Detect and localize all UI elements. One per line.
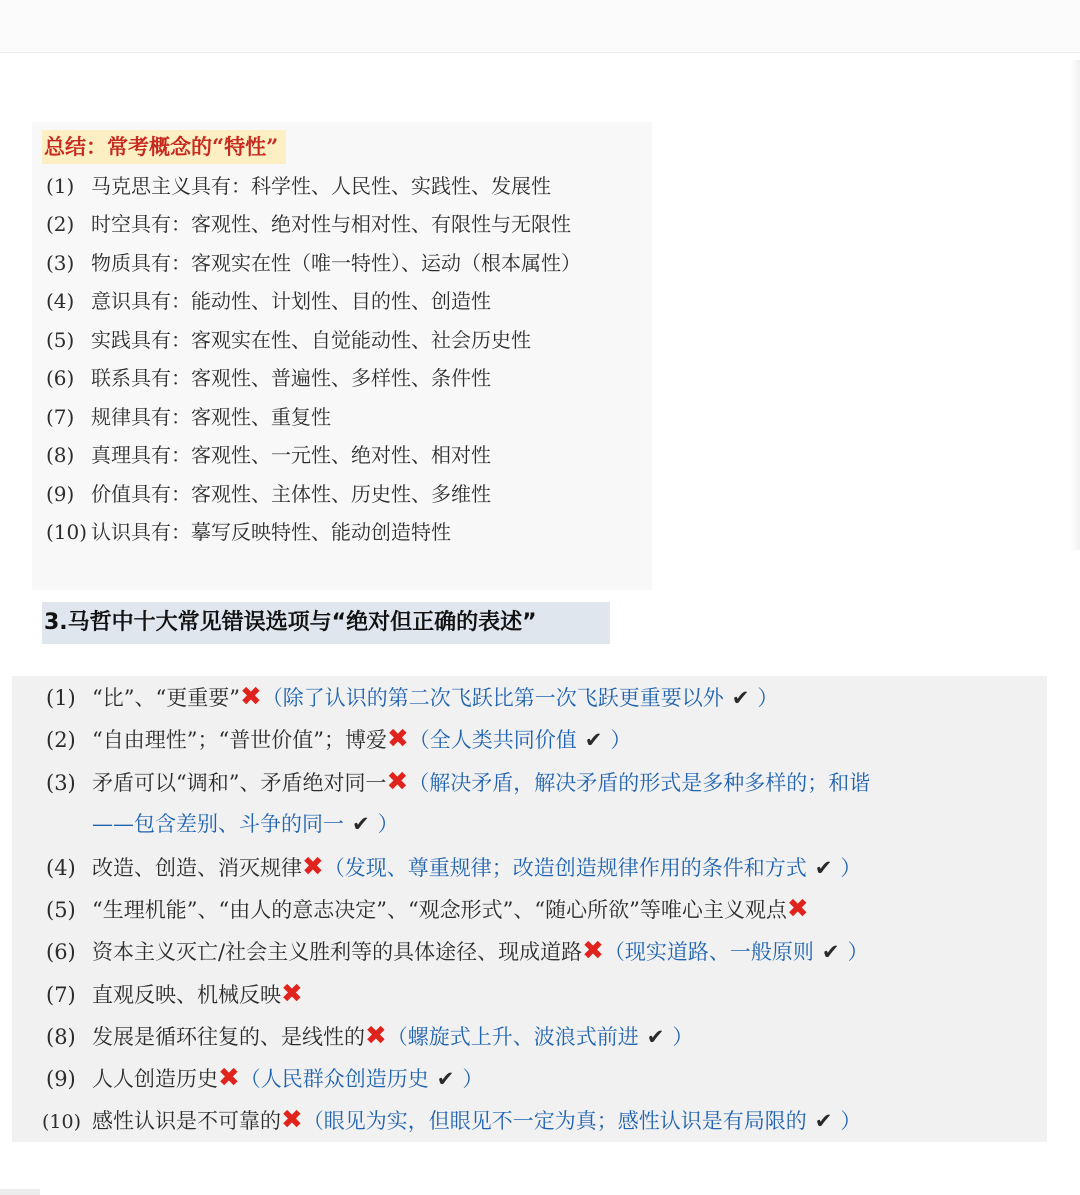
wrong-option: 改造、创造、消灭规律 xyxy=(92,856,302,880)
item-number: (3) xyxy=(46,771,76,795)
correct-statement-continued: ——包含差别、斗争的同一 xyxy=(92,812,344,836)
item-text: 时空具有：客观性、绝对性与相对性、有限性与无限性 xyxy=(91,212,571,236)
error-item-3-continued xyxy=(92,805,399,843)
error-item-8 xyxy=(46,1017,693,1055)
summary-item-2 xyxy=(46,208,571,240)
wrong-option: 人人创造历史 xyxy=(92,1067,218,1091)
item-number: (5) xyxy=(46,898,76,922)
close-paren: ） xyxy=(847,940,869,964)
item-number: (10) xyxy=(42,1111,82,1133)
wrong-option: “比”、“更重要” xyxy=(92,686,240,710)
item-number: (9) xyxy=(46,482,75,506)
cross-icon: ✖ xyxy=(281,979,303,1009)
close-paren: ） xyxy=(840,856,862,880)
summary-item-3 xyxy=(46,247,581,279)
page-edge-shadow xyxy=(1070,60,1080,550)
cross-icon: ✖ xyxy=(365,1021,387,1051)
wrong-option: 矛盾可以“调和”、矛盾绝对同一 xyxy=(92,771,387,795)
cross-icon: ✖ xyxy=(281,1105,303,1135)
correct-statement: （眼见为实，但眼见不一定为真；感性认识是有局限的 xyxy=(302,1109,807,1133)
item-number: (7) xyxy=(46,983,76,1007)
close-paren: ） xyxy=(757,686,779,710)
wrong-option: 直观反映、机械反映 xyxy=(92,983,281,1007)
wrong-option: 发展是循环往复的、是线性的 xyxy=(92,1025,365,1049)
correct-statement: （人民群众创造历史 xyxy=(239,1067,429,1091)
check-icon: ✔ xyxy=(821,940,840,964)
item-number: (5) xyxy=(46,328,75,352)
correct-statement: （全人类共同价值 xyxy=(408,728,577,752)
summary-title: 总结：常考概念的“特性” xyxy=(42,130,286,164)
close-paren: ） xyxy=(377,812,399,836)
error-item-3 xyxy=(46,763,870,801)
summary-item-6 xyxy=(46,362,491,394)
item-text: 真理具有：客观性、一元性、绝对性、相对性 xyxy=(91,443,491,467)
cross-icon: ✖ xyxy=(786,894,809,924)
item-number: (7) xyxy=(46,405,75,429)
item-number: (3) xyxy=(46,251,75,275)
top-bar xyxy=(0,0,1080,53)
wrong-option: 资本主义灭亡/社会主义胜利等的具体途径、现成道路 xyxy=(92,940,583,964)
item-number: (1) xyxy=(46,686,76,710)
error-item-4 xyxy=(46,848,861,886)
cross-icon: ✖ xyxy=(386,724,409,754)
section-title: 3.马哲中十大常见错误选项与“绝对但正确的表述” xyxy=(42,602,610,644)
close-paren: ） xyxy=(462,1067,484,1091)
error-item-10 xyxy=(42,1101,862,1139)
item-number: (8) xyxy=(46,1025,76,1049)
item-number: (8) xyxy=(46,443,75,467)
error-item-9 xyxy=(46,1059,483,1097)
item-text: 马克思主义具有：科学性、人民性、实践性、发展性 xyxy=(91,174,551,198)
cross-icon: ✖ xyxy=(302,852,324,882)
item-number: (6) xyxy=(46,366,75,390)
item-number: (9) xyxy=(46,1067,76,1091)
check-icon: ✔ xyxy=(584,728,603,752)
item-number: (6) xyxy=(46,940,76,964)
wrong-option: “生理机能”、“由人的意志决定”、“观念形式”、“随心所欲”等唯心主义观点 xyxy=(92,898,787,922)
item-text: 规律具有：客观性、重复性 xyxy=(91,405,331,429)
check-icon: ✔ xyxy=(814,1109,833,1133)
item-text: 物质具有：客观实在性（唯一特性）、运动（根本属性） xyxy=(91,251,581,275)
item-number: (4) xyxy=(46,289,75,313)
page-corner xyxy=(0,1189,40,1195)
summary-item-5 xyxy=(46,324,531,356)
summary-item-8 xyxy=(46,439,491,471)
summary-item-4 xyxy=(46,285,491,317)
cross-icon: ✖ xyxy=(582,936,604,966)
summary-item-1 xyxy=(46,170,551,202)
error-item-6 xyxy=(46,932,868,970)
correct-statement: （解决矛盾，解决矛盾的形式是多种多样的；和谐 xyxy=(408,771,871,795)
error-item-1 xyxy=(46,678,778,716)
item-text: 认识具有：摹写反映特性、能动创造特性 xyxy=(91,520,451,544)
check-icon: ✔ xyxy=(731,686,750,710)
summary-item-9 xyxy=(46,478,491,510)
correct-statement: （除了认识的第二次飞跃比第一次飞跃更重要以外 xyxy=(261,686,724,710)
correct-statement: （螺旋式上升、波浪式前进 xyxy=(386,1025,639,1049)
cross-icon: ✖ xyxy=(218,1063,240,1093)
item-text: 价值具有：客观性、主体性、历史性、多维性 xyxy=(91,482,491,506)
check-icon: ✔ xyxy=(646,1025,665,1049)
close-paren: ） xyxy=(672,1025,694,1049)
item-number: (1) xyxy=(46,174,75,198)
check-icon: ✔ xyxy=(436,1067,455,1091)
error-item-7 xyxy=(46,975,303,1013)
item-text: 意识具有：能动性、计划性、目的性、创造性 xyxy=(91,289,491,313)
error-item-5 xyxy=(46,890,809,928)
error-item-2 xyxy=(46,720,631,758)
close-paren: ） xyxy=(840,1109,862,1133)
check-icon: ✔ xyxy=(814,856,833,880)
close-paren: ） xyxy=(610,728,632,752)
item-number: (4) xyxy=(46,856,76,880)
summary-item-7 xyxy=(46,401,331,433)
summary-item-10 xyxy=(46,516,451,548)
cross-icon: ✖ xyxy=(239,682,262,712)
cross-icon: ✖ xyxy=(386,767,409,797)
item-number: (10) xyxy=(46,520,88,544)
item-number: (2) xyxy=(46,728,76,752)
item-text: 联系具有：客观性、普遍性、多样性、条件性 xyxy=(91,366,491,390)
correct-statement: （发现、尊重规律；改造创造规律作用的条件和方式 xyxy=(323,856,807,880)
check-icon: ✔ xyxy=(352,812,370,836)
item-text: 实践具有：客观实在性、自觉能动性、社会历史性 xyxy=(91,328,531,352)
correct-statement: （现实道路、一般原则 xyxy=(603,940,814,964)
wrong-option: “自由理性”；“普世价值”；博爱 xyxy=(92,728,387,752)
item-number: (2) xyxy=(46,212,75,236)
wrong-option: 感性认识是不可靠的 xyxy=(92,1109,281,1133)
